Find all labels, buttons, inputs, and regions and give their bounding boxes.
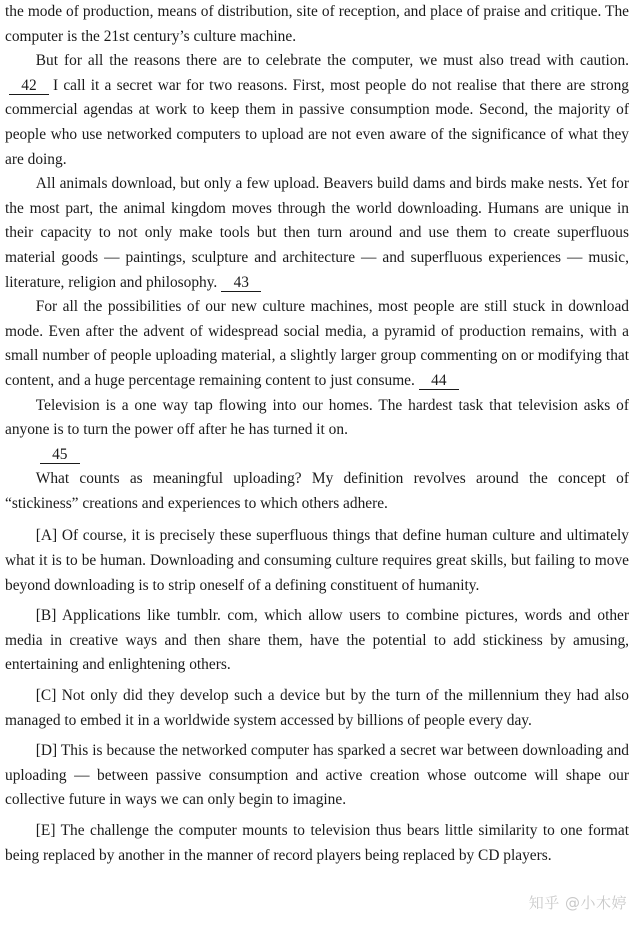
paragraph-5-text: Television is a one way tap flowing into our homes. The hardest task that television asks of anyone is to turn the power off after he has turned it on. bbox=[5, 396, 629, 439]
passage-paragraph-1 bbox=[5, 0, 629, 49]
passage-paragraph-5 bbox=[5, 394, 629, 443]
option-e bbox=[5, 819, 629, 868]
blank-44: 44 bbox=[419, 373, 459, 390]
blank-45: 45 bbox=[40, 447, 80, 464]
option-b bbox=[5, 604, 629, 678]
paragraph-4-text: For all the possibilities of our new culture machines, most people are still stuck in download mode. Even after the advent of widespread social media, a pyramid of production remains, with a small number of people uploading material, a slightly larger group commenting on or modifying that content, and a huge percentage remaining content to just consume. bbox=[5, 298, 629, 389]
option-c-text: [C] Not only did they develop such a device but by the turn of the millennium they had also managed to embed it in a worldwide system accessed by billions of people every day. bbox=[5, 687, 629, 729]
option-a-text: [A] Of course, it is precisely these superfluous things that define human culture and ultimately what it is to be human. Downloading and consuming culture requires great skills, but failing to move beyond downloading is to strip oneself of a defining constituent of humanity. bbox=[5, 527, 629, 594]
option-a bbox=[5, 524, 629, 598]
document-page bbox=[5, 0, 629, 868]
paragraph-2-text-before: But for all the reasons there are to celebrate the computer, we must also tread with caution. bbox=[35, 52, 629, 70]
paragraph-2-text-after: I call it a secret war for two reasons. First, most people do not realise that there are strong commercial agendas at work to keep them in passive consumption mode. Second, the majority of people who use networked computers to upload are not even aware of the significance of what they are doing. bbox=[5, 76, 629, 168]
paragraph-6-text: What counts as meaningful uploading? My definition revolves around the concept of “stickiness” creations and experiences to which others adhere. bbox=[5, 470, 629, 512]
option-e-text: [E] The challenge the computer mounts to television thus bears little similarity to one format being replaced by another in the manner of record players being replaced by CD players. bbox=[5, 822, 629, 864]
passage-paragraph-3 bbox=[5, 172, 629, 295]
option-d-text: [D] This is because the networked computer has sparked a secret war between downloading and uploading — between passive consumption and active creation whose outcome will shape our collective future in ways we can only begin to imagine. bbox=[5, 742, 629, 809]
option-b-text: [B] Applications like tumblr. com, which allow users to combine pictures, words and other media in creative ways and then share them, have the potential to add stickiness by amusing, entertaining and enlightening others. bbox=[5, 607, 629, 674]
blank-42: 42 bbox=[9, 78, 49, 95]
option-c bbox=[5, 684, 629, 733]
passage-paragraph-6 bbox=[5, 467, 629, 516]
blank-43: 43 bbox=[221, 275, 261, 292]
passage-blank-line-45 bbox=[5, 443, 629, 468]
watermark: 知乎 @小木婷 bbox=[528, 894, 627, 912]
option-d bbox=[5, 739, 629, 813]
paragraph-3-text: All animals download, but only a few upload. Beavers build dams and birds make nests. Yet for the most part, the animal kingdom moves through the world downloading. Humans are unique in their capacity to not only make tools but then turn around and use them to create superfluous material goods — paintings, sculpture and architecture — and superfluous experiences — music, literature, religion and philosophy. bbox=[5, 175, 629, 291]
passage-paragraph-2 bbox=[5, 49, 629, 172]
paragraph-1-text: the mode of production, means of distribution, site of reception, and place of praise and critique. The computer is the 21st century’s culture machine. bbox=[5, 3, 629, 45]
passage-paragraph-4 bbox=[5, 295, 629, 393]
